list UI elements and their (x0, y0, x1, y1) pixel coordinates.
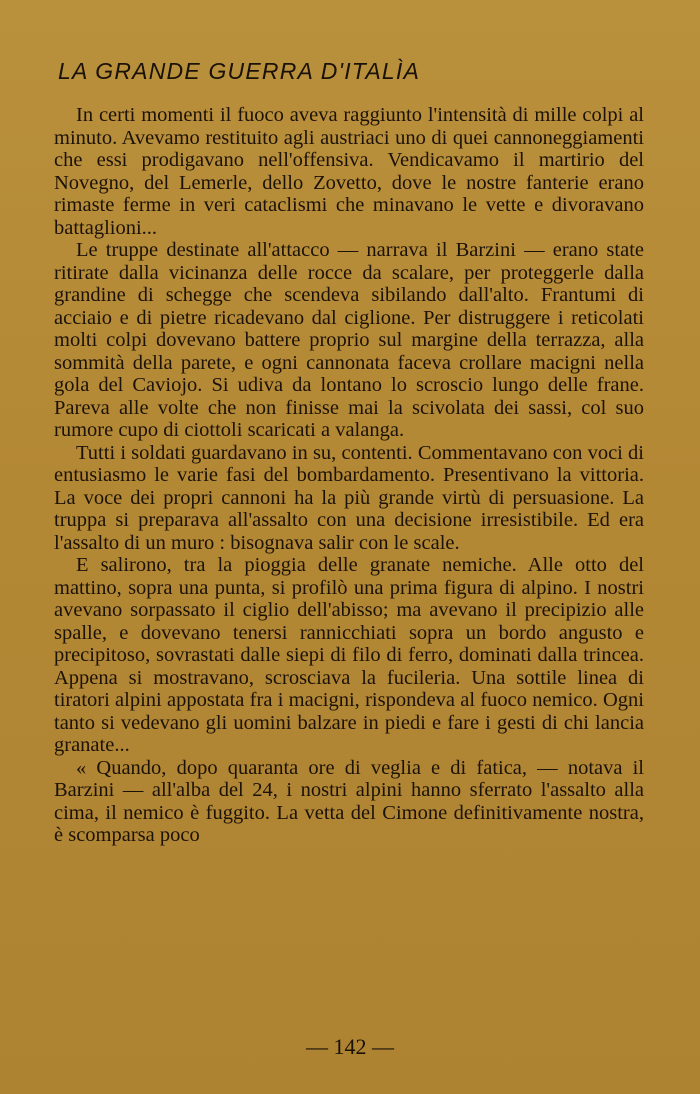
paragraph: « Quando, dopo quaranta ore di veglia e di fatica, — notava il Barzini — all'alba del 24, i nostri alpini hanno sferrato l'assalto alla cima, il nemico è fuggito. La vetta del Cimone definitivamente nostra, è scomparsa poco (54, 756, 644, 846)
body-text (54, 104, 644, 847)
running-head: LA GRANDE GUERRA D'ITALÌA (58, 58, 420, 84)
paragraph: Tutti i soldati guardavano in su, contenti. Commentavano con voci di entusiasmo le varie fasi del bombardamento. Presentivano la vittoria. La voce dei propri cannoni ha la più grande virtù di persuasione. La truppa si preparava all'assalto con una decisione irresistibile. Ed era l'assalto di un muro : bisognava salir con le scale. (54, 441, 644, 554)
paragraph: Le truppe destinate all'attacco — narrava il Barzini — erano state ritirate dalla vicinanza delle rocce da scalare, per proteggerle dalla grandine di schegge che scendeva sibilando dall'alto. Frantumi di acciaio e di pietre ricadevano dal ciglione. Per distruggere i reticolati molti colpi dovevano battere proprio sul margine della terrazza, alla sommità della parete, e ogni cannonata faceva crollare macigni nella gola del Caviojo. Si udiva da lontano lo scroscio lungo delle frane. Pareva alle volte che non finisse mai la scivolata dei sassi, col suo rumore cupo di ciottoli scaricati a valanga. (54, 239, 644, 441)
paragraph: E salirono, tra la pioggia delle granate nemiche. Alle otto del mattino, sopra una punta, si profilò una prima figura di alpino. I nostri avevano sorpassato il ciglio dell'abisso; ma avevano il precipizio alle spalle, e dovevano tenersi rannicchiati sopra un bordo angusto e precipitoso, sovrastati dalle siepi di filo di ferro, dominati dalla trincea. Appena si mostravano, scrosciava la fucileria. Una sottile linea di tiratori alpini appostata fra i macigni, rispondeva al fuoco nemico. Ogni tanto si vedevano gli uomini balzare in piedi e fare i gesti di chi lancia granate... (54, 554, 644, 756)
page-number: — 142 — (306, 1034, 394, 1059)
paragraph: In certi momenti il fuoco aveva raggiunto l'intensità di mille colpi al minuto. Avevamo restituito agli austriaci uno di quei cannoneggiamenti che essi prodigavano nell'offensiva. Vendicavamo il martirio del Novegno, del Lemerle, dello Zovetto, dove le nostre fanterie erano rimaste ferme in veri cataclismi che minavano le vette e divoravano battaglioni... (54, 104, 644, 239)
